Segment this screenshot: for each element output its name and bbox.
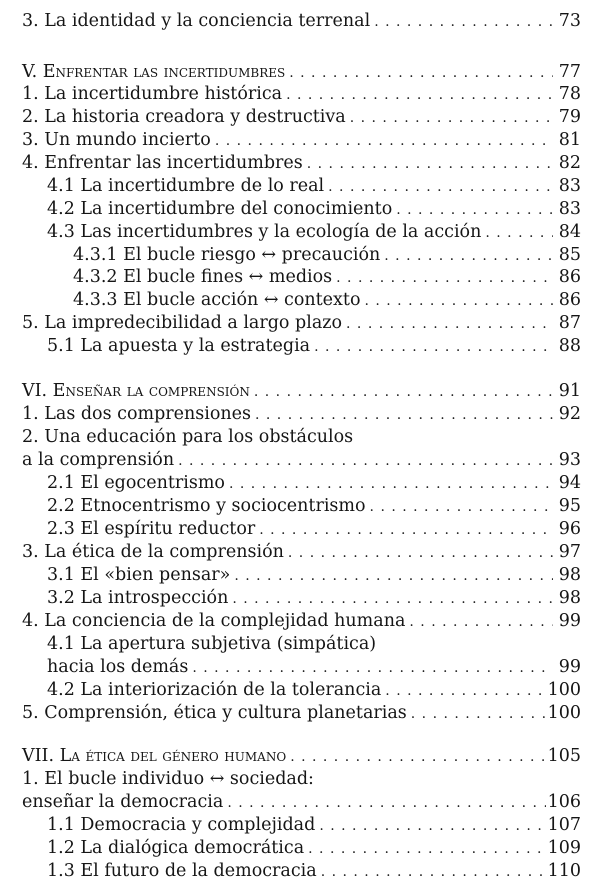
toc-page-number: 86 <box>558 290 581 310</box>
toc-entry-label: hacia los demás <box>47 657 189 677</box>
toc-page-number: 83 <box>558 199 581 219</box>
toc-page-number: 81 <box>558 130 581 150</box>
toc-entry-label: 4.3.3 El bucle acción ↔ contexto <box>73 290 361 310</box>
toc-page-number: 100 <box>547 703 581 723</box>
toc-page-number: 100 <box>547 680 581 700</box>
chapter-heading <box>22 380 581 403</box>
toc-entry-label: 1.3 El futuro de la democracia <box>47 861 317 881</box>
toc-subentry <box>47 564 581 587</box>
dot-leader <box>227 792 545 815</box>
chapter-heading <box>22 745 581 768</box>
toc-page-number: 87 <box>558 313 581 333</box>
dot-leader <box>314 336 553 359</box>
toc-subentry <box>47 175 581 198</box>
toc-subentry <box>47 335 581 358</box>
toc-entry-label: 1.2 La dialógica democrática <box>47 838 305 858</box>
dot-leader <box>289 62 553 85</box>
toc-entry <box>22 403 581 426</box>
toc-entry-label: 3. La identidad y la conciencia terrenal <box>22 11 371 31</box>
toc-entry-label: 2. La historia creadora y destructiva <box>22 107 346 127</box>
toc-page-number: 99 <box>558 657 581 677</box>
toc-entry-label: 4.1 La apertura subjetiva (simpática) <box>47 634 377 654</box>
dot-leader <box>346 313 553 336</box>
toc-entry-label: 2.2 Etnocentrismo y sociocentrismo <box>47 496 366 516</box>
dot-leader <box>215 130 553 153</box>
toc-entry <box>22 152 581 175</box>
toc-subentry <box>47 814 581 837</box>
toc-subentry <box>47 221 581 244</box>
toc-subentry <box>47 518 581 541</box>
toc-entry-label: 2.1 El egocentrismo <box>47 473 225 493</box>
dot-leader <box>288 542 553 565</box>
toc-entry <box>22 129 581 152</box>
dot-leader <box>409 611 553 634</box>
toc-page-number: 79 <box>558 107 581 127</box>
chapter-title: VI. Enseñar la comprensión <box>22 381 250 401</box>
toc-subentry <box>47 495 581 518</box>
toc-subentry <box>47 472 581 495</box>
toc-page-number: 98 <box>558 565 581 585</box>
toc-entry <box>22 426 581 449</box>
toc-entry-label: a la comprensión <box>22 450 175 470</box>
toc-entry-label: 1. La incertidumbre histórica <box>22 84 283 104</box>
toc-page-number: 77 <box>558 62 581 82</box>
dot-leader <box>319 815 545 838</box>
toc-entry-label: 5. La impredecibilidad a largo plazo <box>22 313 343 333</box>
toc-subsubentry <box>73 244 581 267</box>
toc-entry-continuation <box>22 791 581 814</box>
dot-leader <box>307 153 553 176</box>
toc-page-number: 88 <box>558 336 581 356</box>
toc-page-number: 110 <box>547 861 581 881</box>
toc-page-number: 105 <box>547 746 581 766</box>
toc-entry-label: 4.1 La incertidumbre de lo real <box>47 176 325 196</box>
toc-subentry <box>47 198 581 221</box>
dot-leader <box>411 703 546 726</box>
toc-entry-label: 5.1 La apuesta y la estrategia <box>47 336 311 356</box>
dot-leader <box>374 11 553 34</box>
toc-entry-label: 3.2 La introspección <box>47 588 229 608</box>
dot-leader <box>364 290 553 313</box>
toc-entry <box>22 312 581 335</box>
toc-entry-label: 3.1 El «bien pensar» <box>47 565 231 585</box>
dot-leader <box>328 176 553 199</box>
toc-page-number: 94 <box>558 473 581 493</box>
dot-leader <box>232 588 553 611</box>
toc-subentry <box>47 633 581 656</box>
toc-page-number: 93 <box>558 450 581 470</box>
toc-entry-label: 4. La conciencia de la complejidad humana <box>22 611 406 631</box>
dot-leader <box>308 838 545 861</box>
chapter-title: V. Enfrentar las incertidumbres <box>22 62 286 82</box>
toc-entry-label: 4.3.2 El bucle fines ↔ medios <box>73 267 333 287</box>
toc-entry-label: 1. Las dos comprensiones <box>22 404 251 424</box>
toc-page-number: 106 <box>547 792 581 812</box>
toc-subentry-continuation <box>47 656 581 679</box>
dot-leader <box>396 199 553 222</box>
toc-page-number: 99 <box>558 611 581 631</box>
dot-leader <box>336 267 553 290</box>
toc-page-number: 98 <box>558 588 581 608</box>
toc-entry-label: 3. Un mundo incierto <box>22 130 211 150</box>
toc-page-number: 91 <box>558 381 581 401</box>
dot-leader <box>485 222 553 245</box>
toc-entry <box>22 702 581 725</box>
toc-subsubentry <box>73 289 581 312</box>
toc-entry-continuation <box>22 449 581 472</box>
toc-entry-label: 2.3 El espíritu reductor <box>47 519 256 539</box>
toc-entry-label: 4. Enfrentar las incertidumbres <box>22 153 303 173</box>
chapter-heading <box>22 61 581 84</box>
dot-leader <box>178 450 553 473</box>
toc-subentry <box>47 587 581 610</box>
toc-entry-label: 4.2 La interiorización de la tolerancia <box>47 680 382 700</box>
toc-page-number: 92 <box>558 404 581 424</box>
dot-leader <box>234 565 553 588</box>
toc-page-number: 82 <box>558 153 581 173</box>
toc-entry <box>22 83 581 106</box>
dot-leader <box>229 473 553 496</box>
dot-leader <box>286 84 553 107</box>
toc-entry-label: 1. El bucle individuo ↔ sociedad: <box>22 769 314 789</box>
toc-page-number: 85 <box>558 245 581 265</box>
toc-entry-label: 4.3 Las incertidumbres y la ecología de la acción <box>47 222 482 242</box>
toc-page-number: 78 <box>558 84 581 104</box>
toc-page-number: 73 <box>558 11 581 31</box>
toc-page-number: 95 <box>558 496 581 516</box>
toc-entry <box>22 768 581 791</box>
toc-entry-label: 4.3.1 El bucle riesgo ↔ precaución <box>73 245 381 265</box>
chapter-title: VII. La ética del género humano <box>22 746 287 766</box>
dot-leader <box>259 519 553 542</box>
toc-page-number: 84 <box>558 222 581 242</box>
toc-subentry <box>47 679 581 702</box>
toc-entry-label: 3. La ética de la comprensión <box>22 542 284 562</box>
dot-leader <box>192 657 553 680</box>
toc-entry-label: 2. Una educación para los obstáculos <box>22 427 354 447</box>
toc-page-number: 107 <box>547 815 581 835</box>
toc-subentry <box>47 837 581 860</box>
toc-page-number: 96 <box>558 519 581 539</box>
dot-leader <box>321 861 546 884</box>
toc-page-number: 86 <box>558 267 581 287</box>
dot-leader <box>384 245 553 268</box>
toc-entry-label: 5. Comprensión, ética y cultura planetarias <box>22 703 407 723</box>
dot-leader <box>370 496 553 519</box>
toc-page-number: 97 <box>558 542 581 562</box>
toc-entry-label: 1.1 Democracia y complejidad <box>47 815 316 835</box>
toc-entry-label: enseñar la democracia <box>22 792 224 812</box>
dot-leader <box>350 107 553 130</box>
toc-page-number: 83 <box>558 176 581 196</box>
toc-subsubentry <box>73 266 581 289</box>
toc-entry <box>22 106 581 129</box>
toc-entry <box>22 541 581 564</box>
dot-leader <box>255 404 553 427</box>
dot-leader <box>254 381 553 404</box>
toc-entry-label: 4.2 La incertidumbre del conocimiento <box>47 199 393 219</box>
dot-leader <box>385 680 545 703</box>
toc-page-number: 109 <box>547 838 581 858</box>
toc-entry <box>22 10 581 33</box>
toc-subentry <box>47 860 581 883</box>
toc-entry <box>22 610 581 633</box>
dot-leader <box>290 746 545 769</box>
